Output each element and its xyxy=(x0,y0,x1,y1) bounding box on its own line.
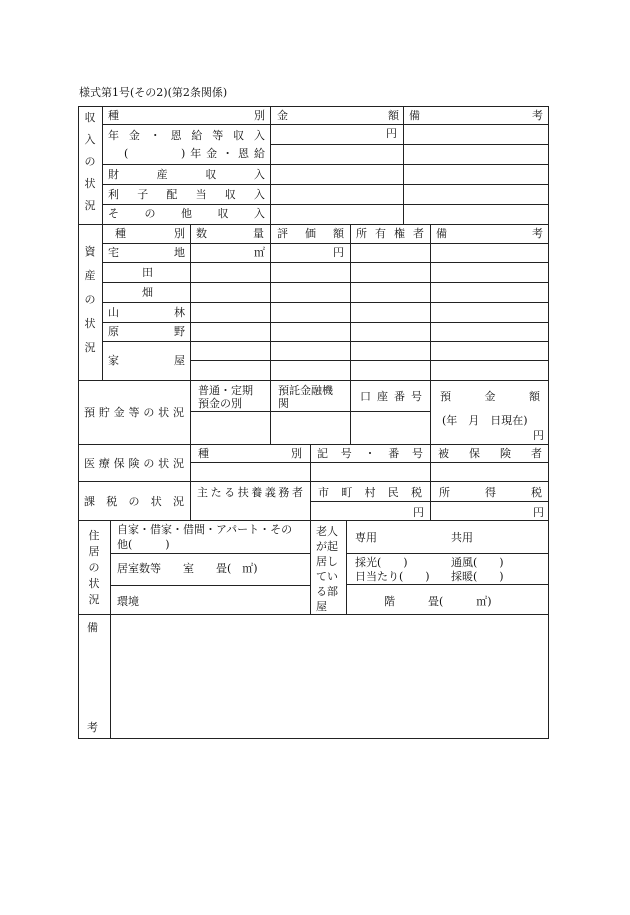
savings-section-label: 預貯金等の状況 xyxy=(84,406,184,419)
form-title: 様式第1号(その2)(第2条関係) xyxy=(79,86,228,99)
housing-type-line2: 他( ) xyxy=(117,538,170,551)
assets-row-residential-land: 宅地 xyxy=(108,246,185,259)
assets-row-wilderness: 原野 xyxy=(108,325,185,338)
savings-yen-unit: 円 xyxy=(533,429,544,442)
income-section-label: 収 入 の 状 況 xyxy=(84,111,96,212)
housing-rooms: 居室数等 室 畳( ㎡) xyxy=(117,562,258,575)
tax-municipal-header: 市町村民税 xyxy=(318,486,422,499)
tax-income-yen: 円 xyxy=(533,506,544,519)
room-shared: 共用 xyxy=(451,531,473,544)
assets-owner-header: 所有権者 xyxy=(356,227,424,240)
assets-yen-unit: 円 xyxy=(333,246,344,259)
insurance-kind-header: 種別 xyxy=(198,447,302,460)
savings-amount-header: 預金額 xyxy=(440,390,540,403)
housing-type-line1: 自家・借家・借間・アパート・その xyxy=(117,523,293,536)
room-private: 専用 xyxy=(355,531,377,544)
housing-section-label: 住 居 の 状 況 xyxy=(88,529,100,606)
room-heating: 採暖( ) xyxy=(451,570,504,583)
insurance-number-header: 記号・番号 xyxy=(317,447,423,460)
savings-type-header: 普通・定期 預金の別 xyxy=(198,384,253,410)
room-light: 採光( ) xyxy=(355,556,408,569)
housing-environment: 環境 xyxy=(117,595,139,608)
assets-value-header: 評価額 xyxy=(277,227,344,240)
savings-as-of-date: (年 月 日現在) xyxy=(442,414,528,427)
income-row-pension: 年金・恩給等収入 xyxy=(108,129,265,142)
room-sunlight: 日当たり( ) xyxy=(355,570,430,583)
tax-income-header: 所得税 xyxy=(439,486,542,499)
elderly-room-label: 老人 が起 居し てい る部 屋 xyxy=(316,525,338,613)
income-row-property: 財産収入 xyxy=(108,168,265,181)
assets-row-house: 家屋 xyxy=(108,354,185,367)
assets-row-field: 畑 xyxy=(142,286,153,299)
assets-remarks-header: 備考 xyxy=(436,227,543,240)
income-kind-header: 種別 xyxy=(108,109,265,122)
assets-row-forest: 山林 xyxy=(108,306,185,319)
assets-kind-header: 種別 xyxy=(115,227,185,240)
assets-row-paddy: 田 xyxy=(142,266,153,279)
insurance-section-label: 医療保険の状況 xyxy=(84,457,184,470)
tax-municipal-yen: 円 xyxy=(413,506,424,519)
income-row-interest: 利子配当収入 xyxy=(108,188,265,201)
assets-section-label: 資 産 の 状 況 xyxy=(84,245,96,354)
tax-dependent-header: 主たる扶養義務者 xyxy=(197,486,303,499)
income-row-other: その他収入 xyxy=(108,207,265,220)
income-row-pension-other: ( )年金・恩給 xyxy=(124,147,265,160)
room-ventilation: 通風( ) xyxy=(451,556,504,569)
room-floor-area: 階 畳( ㎡) xyxy=(384,595,492,608)
assets-quantity-header: 数量 xyxy=(196,227,264,240)
remarks-label-bottom: 考 xyxy=(87,721,98,734)
remarks-label-top: 備 xyxy=(87,621,98,634)
income-remarks-header: 備考 xyxy=(409,109,543,122)
income-yen-unit: 円 xyxy=(386,127,397,140)
savings-account-header: 口座番号 xyxy=(360,390,422,403)
tax-section-label: 課税の状況 xyxy=(84,495,184,508)
income-amount-header: 金額 xyxy=(277,109,399,122)
insurance-insured-header: 被保険者 xyxy=(438,447,542,460)
savings-bank-header: 預託金融機 関 xyxy=(278,384,333,410)
assets-sqm-unit: ㎡ xyxy=(254,246,265,259)
